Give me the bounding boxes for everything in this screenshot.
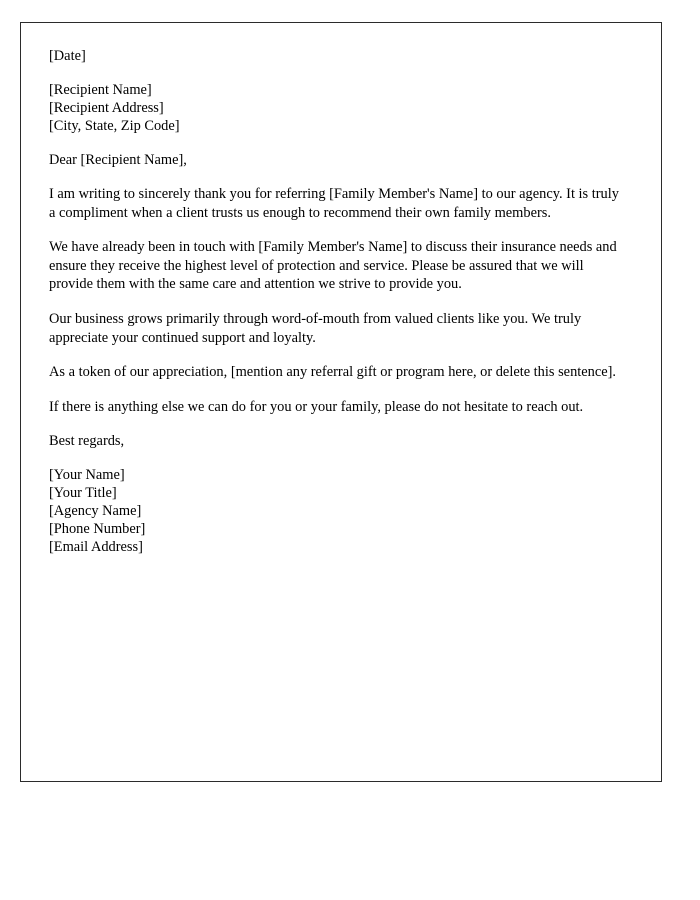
paragraph-word-of-mouth: Our business grows primarily through word-of-mouth from valued clients like you. We truly appreciate your continued support and loyalty. bbox=[49, 310, 582, 346]
closing-line: Best regards, bbox=[49, 433, 125, 450]
letter-content bbox=[49, 47, 625, 556]
signature-agency-name: [Agency Name] bbox=[49, 503, 142, 520]
recipient-city-state-zip-line: [City, State, Zip Code] bbox=[49, 118, 180, 134]
paragraph-referral-gift: As a token of our appreciation, [mention any referral gift or program here, or delete this sentence]. bbox=[49, 364, 617, 381]
date-line: [Date] bbox=[49, 48, 86, 64]
recipient-name-line: [Recipient Name] bbox=[49, 82, 152, 98]
letter-page bbox=[20, 22, 662, 782]
paragraph-referral-thanks: I am writing to sincerely thank you for referring [Family Member's Name] to our agency. It is truly a compliment when a client trusts us enough to recommend their own family members. bbox=[49, 186, 619, 221]
paragraph-closing-offer: If there is anything else we can do for you or your family, please do not hesitate to reach out. bbox=[49, 398, 584, 415]
signature-your-title: [Your Title] bbox=[49, 485, 117, 502]
signature-email-address: [Email Address] bbox=[49, 539, 143, 556]
recipient-address-line: [Recipient Address] bbox=[49, 100, 164, 116]
signature-your-name: [Your Name] bbox=[49, 467, 125, 484]
signature-block bbox=[49, 466, 625, 556]
salutation: Dear [Recipient Name], bbox=[49, 152, 187, 168]
recipient-address-block bbox=[49, 81, 625, 135]
paragraph-contact-made: We have already been in touch with [Family Member's Name] to discuss their insurance needs and ensure they receive the highest level of protection and service. Please be assured that we will provide them with the same care and attention we strive to provide you. bbox=[49, 239, 617, 293]
signature-phone-number: [Phone Number] bbox=[49, 521, 146, 538]
